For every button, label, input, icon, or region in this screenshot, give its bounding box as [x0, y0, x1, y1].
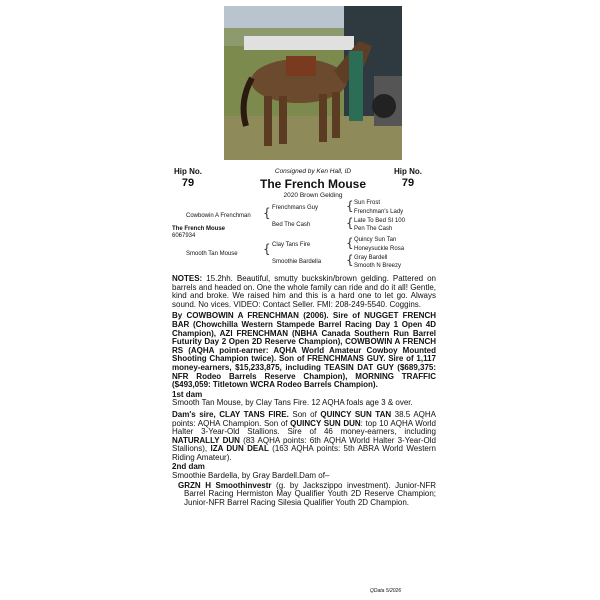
- dams-sire-text: 38.5 AQHA points: AQHA Champion. Son of: [172, 409, 436, 428]
- pedigree-reg-number: 6067934: [172, 233, 196, 239]
- pedigree-subject: The French Mouse: [172, 226, 226, 232]
- second-dam-text: Smoothie Bardella, by Gray Bardell.Dam of–: [172, 471, 330, 481]
- second-dam-produce: [172, 482, 436, 508]
- pedigree-ssd: Frenchman's Lady: [354, 209, 404, 215]
- hip-label: Hip No.: [174, 167, 202, 176]
- first-dam-heading: 1st dam: [172, 389, 203, 399]
- brace-icon: {: [346, 216, 354, 230]
- dams-sire-lead: Dam's sire, CLAY TANS FIRE.: [172, 409, 289, 419]
- brace-icon: {: [346, 236, 354, 250]
- notes-text: 15.2hh. Beautiful, smutty buckskin/brown gelding. Pattered on barrels and headed on. One the whole family can ride and do it all! Gentle, kind and broke. We raised him and this is a hard one to let go. Always sound. No vices. VIDEO: Contact Seller. FMI: 208-249-5540. Coggins.: [172, 274, 436, 309]
- hip-number: 79: [181, 177, 195, 189]
- pedigree-sds: Late To Bed SI 100: [354, 218, 405, 224]
- brace-icon: {: [346, 253, 354, 267]
- pedigree-ddd: Smooth N Breezy: [354, 263, 402, 269]
- dams-sire-bold: QUINCY SUN DUN: [290, 418, 361, 428]
- notes-paragraph: [172, 275, 436, 309]
- hip-label: Hip No.: [394, 167, 422, 176]
- sire-paragraph: By COWBOWIN A FRENCHMAN (2006). Sire of NUGGET FRENCH BAR (Chowchilla Western Stampede Barrel Racing Day 1 Open 4D Champion), AZI FRENCHMAN (NBHA Canada Southern Run Barrel Futurity Day 2 Open 2D Reserve Champion), COWBOWIN A FRENCH RS (AQHA point-earner: AQHA World Amateur Cowboy Mounted Shooting Champion twice). Son of FRENCHMANS GUY. Sire of 1,117 money-earners, $15,233,875, including TEASIN DAT GUY ($689,375: NFR Rodeo Barrels Reserve Champion), MORNING TRAFFIC ($493,059: Titletown WCRA Rodeo Barrels Champion).: [172, 311, 436, 390]
- brace-icon: {: [346, 199, 354, 213]
- brace-icon: {: [263, 206, 271, 220]
- dams-sire-text: (83 AQHA points: 6th AQHA World Halter 3-Year-Old Stallions),: [172, 435, 437, 454]
- pedigree-dam-dam: Smoothie Bardella: [272, 259, 322, 265]
- pedigree-dam-sire: Clay Tans Fire: [272, 242, 311, 248]
- horse-photo-image: [224, 6, 402, 160]
- second-dam-heading: 2nd dam: [172, 462, 205, 472]
- horse-name: The French Mouse: [259, 177, 366, 191]
- pedigree-dds: Gray Bardell: [354, 255, 388, 261]
- pedigree-dsd: Honeysuckle Rosa: [354, 246, 405, 252]
- pedigree-sire-sire: Frenchmans Guy: [272, 205, 319, 211]
- pedigree-sss: Sun Frost: [354, 200, 381, 206]
- pedigree-dss: Quincy Sun Tan: [354, 237, 397, 243]
- dams-sire-paragraph: [172, 411, 436, 463]
- produce-text: (g. by Jackszippo investment). Junior-NFR Barrel Racing Hermiston May Qualifier Youth 2D Reserve Champion; Junior-NFR Barrel Racing Silesia Qualifier Youth 2D Champion.: [184, 480, 436, 507]
- pedigree-dam: Smooth Tan Mouse: [186, 251, 238, 257]
- footer-stamp: QData 5/2026: [370, 588, 402, 594]
- dams-sire-bold: IZA DUN DEAL: [210, 444, 269, 454]
- horse-photo: [224, 6, 402, 160]
- dams-sire-bold: NATURALLY DUN: [172, 435, 240, 445]
- produce-name: GRZN H Smoothinvestr: [178, 480, 272, 490]
- catalog-text: [172, 275, 436, 508]
- notes-label: NOTES:: [172, 274, 203, 283]
- hip-number: 79: [401, 177, 415, 189]
- consignor-line: Consigned by Ken Hall, ID: [274, 168, 352, 175]
- pedigree-sdd: Pen The Cash: [354, 226, 393, 232]
- pedigree-sire-dam: Bed The Cash: [272, 222, 311, 228]
- horse-description: 2020 Brown Gelding: [283, 192, 343, 199]
- dams-sire-text: Son of: [288, 409, 321, 419]
- brace-icon: {: [263, 242, 271, 256]
- hip-number-left: [168, 167, 208, 189]
- first-dam-text: Smooth Tan Mouse, by Clay Tans Fire. 12 AQHA foals age 3 & over.: [172, 398, 413, 408]
- pedigree-sire: Cowbowin A Frenchman: [186, 213, 251, 219]
- dams-sire-text: : top 10 AQHA World Halter 3-Year-Old Stallions. Sire of 46 money-earners, including: [172, 418, 437, 437]
- dams-sire-text: (163 AQHA points: 5th ABRA World Western Riding Amateur).: [172, 444, 436, 462]
- dams-sire-bold: QUINCY SUN TAN: [320, 409, 392, 419]
